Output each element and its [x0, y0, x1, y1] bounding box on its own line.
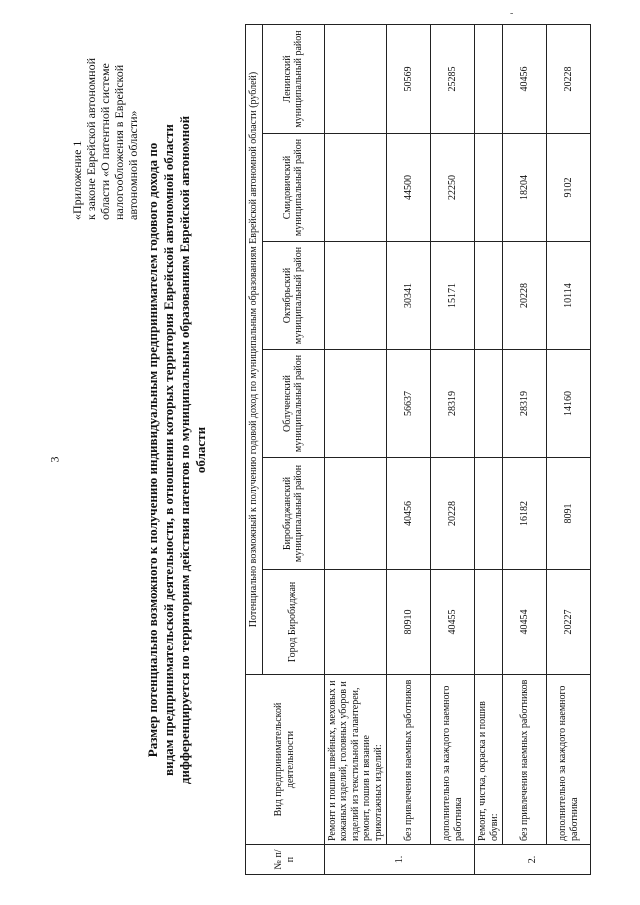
row-label: без привлечения наемных работников: [503, 675, 547, 845]
stray-mark: -: [510, 8, 514, 19]
cell-value: 14160: [547, 350, 591, 458]
cell-value: 25285: [431, 24, 475, 133]
header-column: Смидовичский муниципальный район: [262, 134, 324, 242]
cell-value: 28319: [431, 350, 475, 458]
document-title: [145, 60, 209, 840]
appendix-line: автономной области»: [126, 110, 140, 220]
cell-value: 44500: [387, 134, 431, 242]
appendix-line: области «О патентной системе: [98, 63, 112, 220]
title-line: дифференцируется по территориям действия патентов по муниципальным образованиям Еврейской автономной: [177, 115, 192, 785]
cell-value: 8091: [547, 458, 591, 570]
cell-value: 28319: [503, 350, 547, 458]
header-num: № п/п: [246, 845, 325, 875]
row-number: 2.: [475, 845, 591, 875]
table-row: [503, 24, 547, 874]
cell-value: 18204: [503, 134, 547, 242]
cell-value: 10114: [547, 242, 591, 350]
cell-value: 56637: [387, 350, 431, 458]
cell-value: 40454: [503, 570, 547, 675]
cell-value: 20228: [431, 458, 475, 570]
rotated-page-content: [40, 20, 600, 880]
cell-value: 30341: [387, 242, 431, 350]
appendix-line: налогообложения в Еврейской: [112, 64, 126, 220]
cell-value: 80910: [387, 570, 431, 675]
cell-value: 15171: [431, 242, 475, 350]
cell-value: 40456: [387, 458, 431, 570]
activity-title: Ремонт и пошив швейных, меховых и кожаных изделий, головных уборов и изделий из текстильной галантереи, ремонт, пошив и вязание трикотажных изделий:: [324, 675, 387, 845]
appendix-note: [70, 40, 140, 220]
title-line: видам предпринимательской деятельности, в отношении которых территория Еврейской автономной области: [161, 124, 176, 776]
header-column: Облученский муниципальный район: [262, 350, 324, 458]
header-row: [246, 24, 263, 874]
cell-value: 40455: [431, 570, 475, 675]
header-column: Город Биробиджан: [262, 570, 324, 675]
header-group: Потенциально возможный к получению годовой доход по муниципальным образованиям Еврейской автономной области (рублей): [246, 24, 263, 674]
table-row: [324, 24, 387, 874]
table-row: [547, 24, 591, 874]
cell-value: 20227: [547, 570, 591, 675]
header-column: Ленинский муниципальный район: [262, 24, 324, 133]
page-number: 3: [47, 456, 62, 463]
table-row: [431, 24, 475, 874]
cell-value: 22250: [431, 134, 475, 242]
appendix-line: «Приложение 1: [70, 140, 84, 220]
title-line: Размер потенциально возможного к получению индивидуальным предпринимателем годового дохода по: [145, 142, 160, 758]
row-number: 1.: [324, 845, 475, 875]
appendix-line: к законе Еврейской автономной: [84, 58, 98, 220]
activity-title: Ремонт, чистка, окраска и пошив обуви:: [475, 675, 503, 845]
income-table: [245, 24, 591, 875]
cell-value: 20228: [503, 242, 547, 350]
row-label: дополнительно за каждого наемного работника: [547, 675, 591, 845]
cell-value: 9102: [547, 134, 591, 242]
row-label: без привлечения наемных работников: [387, 675, 431, 845]
cell-value: 40456: [503, 24, 547, 133]
header-column: Биробиджанский муниципальный район: [262, 458, 324, 570]
cell-value: 50569: [387, 24, 431, 133]
table-row: [387, 24, 431, 874]
cell-value: 16182: [503, 458, 547, 570]
header-activity: Вид предпринимательской деятельности: [246, 675, 325, 845]
title-line: области: [193, 426, 208, 474]
row-label: дополнительно за каждого наемного работника: [431, 675, 475, 845]
cell-value: 20228: [547, 24, 591, 133]
header-column: Октябрьский муниципальный район: [262, 242, 324, 350]
table-row: [475, 24, 503, 874]
